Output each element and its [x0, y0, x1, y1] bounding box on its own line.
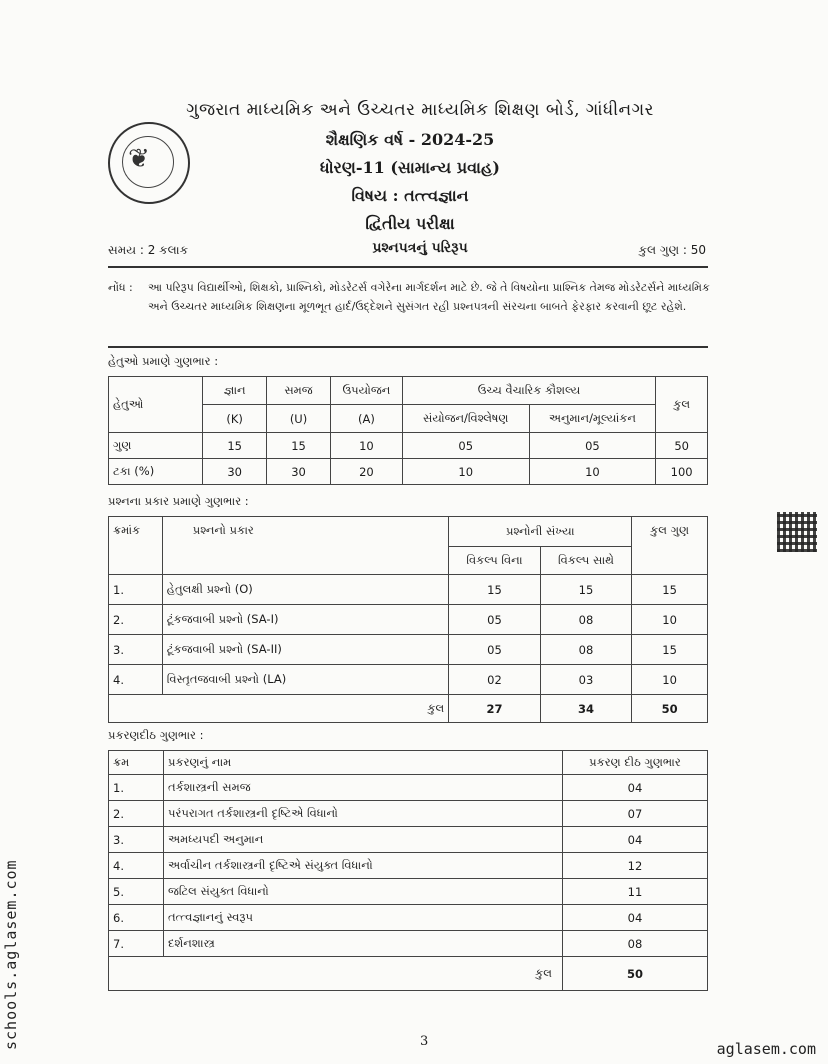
cell: 10 — [402, 459, 529, 485]
cell: હેતુલક્ષી પ્રશ્નો (O) — [162, 575, 448, 605]
cell: 07 — [563, 801, 708, 827]
objectives-heading: હેતુઓ પ્રમાણે ગુણભાર : — [108, 354, 219, 368]
col-understanding-code: (U) — [267, 405, 331, 433]
divider — [108, 346, 708, 348]
cell: તત્ત્વજ્ઞાનનું સ્વરૂપ — [164, 905, 563, 931]
table-row — [109, 575, 708, 605]
col-objectives: હેતુઓ — [109, 377, 203, 433]
cell: 5. — [109, 879, 164, 905]
cell: અર્વાચીન તર્કશાસ્ત્રની દૃષ્ટિએ સંયુક્ત વિધાનો — [164, 853, 563, 879]
table-row — [109, 931, 708, 957]
cell: 10 — [330, 433, 402, 459]
divider — [108, 266, 708, 268]
cell: 08 — [540, 605, 632, 635]
cell: 08 — [563, 931, 708, 957]
col-knowledge: જ્ઞાન — [203, 377, 267, 405]
standard: ધોરણ-11 (સામાન્ય પ્રવાહ) — [320, 158, 500, 177]
cell: 15 — [632, 635, 708, 665]
cell: 2. — [109, 801, 164, 827]
cell: 04 — [563, 905, 708, 931]
table-row — [109, 775, 708, 801]
col-synthesis: સંયોજન/વિશ્લેષણ — [402, 405, 529, 433]
cell: 03 — [540, 665, 632, 695]
col-chapter-name: પ્રકરણનું નામ — [164, 751, 563, 775]
col-without-option: વિકલ્પ વિના — [449, 547, 541, 575]
cell: 100 — [656, 459, 708, 485]
cell: 50 — [656, 433, 708, 459]
cell: 04 — [563, 827, 708, 853]
col-sr: ક્રમ — [109, 751, 164, 775]
cell: 05 — [402, 433, 529, 459]
total-marks-label: કુલ ગુણ : 50 — [638, 243, 706, 257]
col-understanding: સમજ — [267, 377, 331, 405]
cell: 20 — [330, 459, 402, 485]
table-row — [109, 635, 708, 665]
cell: પરંપરાગત તર્કશાસ્ત્રની દૃષ્ટિએ વિધાનો — [164, 801, 563, 827]
total-row — [109, 957, 708, 991]
col-knowledge-code: (K) — [203, 405, 267, 433]
subject: વિષય : તત્ત્વજ્ઞાન — [351, 186, 469, 205]
cell: 15 — [267, 433, 331, 459]
cell: અમધ્યપદી અનુમાન — [164, 827, 563, 853]
qr-code-icon — [777, 512, 817, 552]
cell: 1. — [109, 775, 164, 801]
cell: 27 — [449, 695, 541, 723]
chapters-heading: પ્રકરણદીઠ ગુણભાર : — [108, 728, 204, 742]
cell: 6. — [109, 905, 164, 931]
exam-name: દ્વિતીય પરીક્ષા — [365, 214, 455, 233]
side-watermark: schools.aglasem.com — [2, 859, 20, 1050]
table-row — [109, 827, 708, 853]
col-marks: કુલ ગુણ — [632, 517, 708, 575]
table-row — [109, 801, 708, 827]
cell: 10 — [632, 665, 708, 695]
cell: 15 — [632, 575, 708, 605]
col-application-code: (A) — [330, 405, 402, 433]
col-evaluation: અનુમાન/મૂલ્યાંકન — [529, 405, 656, 433]
brand-watermark: aglasem.com — [716, 1040, 816, 1058]
cell: 30 — [203, 459, 267, 485]
qtypes-heading: પ્રશ્નના પ્રકાર પ્રમાણે ગુણભાર : — [108, 494, 249, 508]
cell: 11 — [563, 879, 708, 905]
cell: 7. — [109, 931, 164, 957]
cell: 50 — [632, 695, 708, 723]
table-row — [109, 433, 708, 459]
cell: 30 — [267, 459, 331, 485]
cell: 15 — [540, 575, 632, 605]
cell: 12 — [563, 853, 708, 879]
board-name: ગુજરાત માધ્યમિક અને ઉચ્ચતર માધ્યમિક શિક્ષણ બોર્ડ, ગાંધીનગર — [186, 100, 654, 120]
table-row — [109, 905, 708, 931]
total-row — [109, 695, 708, 723]
objectives-table — [108, 376, 708, 485]
table-row — [109, 605, 708, 635]
cell: 15 — [203, 433, 267, 459]
note-label: નોંધ : — [108, 281, 133, 294]
cell: 3. — [109, 827, 164, 853]
cell: ટૂંકજવાબી પ્રશ્નો (SA-I) — [162, 605, 448, 635]
cell: 04 — [563, 775, 708, 801]
page-number: 3 — [420, 1034, 429, 1049]
cell: 34 — [540, 695, 632, 723]
cell: 2. — [109, 605, 163, 635]
cell: 10 — [529, 459, 656, 485]
qtypes-table — [108, 516, 708, 723]
col-hots: ઉચ્ચ વૈચારિક કૌશલ્ય — [402, 377, 655, 405]
cell: દર્શનશાસ્ત્ર — [164, 931, 563, 957]
board-seal — [108, 122, 190, 204]
cell: 4. — [109, 853, 164, 879]
swan-emblem-icon: ❦ — [128, 144, 150, 174]
cell: તર્કશાસ્ત્રની સમજ — [164, 775, 563, 801]
cell: ટૂંકજવાબી પ્રશ્નો (SA-II) — [162, 635, 448, 665]
cell: 05 — [529, 433, 656, 459]
total-label: કુલ — [162, 695, 448, 723]
col-with-option: વિકલ્પ સાથે — [540, 547, 632, 575]
cell: 15 — [449, 575, 541, 605]
cell: 10 — [632, 605, 708, 635]
cell: વિસ્તૃતજવાબી પ્રશ્નો (LA) — [162, 665, 448, 695]
time-label: સમય : 2 કલાક — [108, 243, 189, 257]
table-row — [109, 853, 708, 879]
col-total: કુલ — [656, 377, 708, 433]
col-type: પ્રશ્નનો પ્રકાર — [162, 517, 448, 575]
col-count: પ્રશ્નોની સંખ્યા — [449, 517, 632, 547]
chapters-table — [108, 750, 708, 991]
table-row — [109, 665, 708, 695]
cell: 1. — [109, 575, 163, 605]
col-application: ઉપયોજન — [330, 377, 402, 405]
row-label: ટકા (%) — [109, 459, 203, 485]
col-sr: ક્રમાંક — [109, 517, 163, 575]
note-text: આ પરિરૂપ વિદ્યાર્થીઓ, શિક્ષકો, પ્રાશ્નિકો, મોડરેટર્સ વગેરેના માર્ગદર્શન માટે છે. જે તે વિષયોના પ્રાશ્નિક તેમજ મોડરેટર્સને માધ્યમિક અને ઉચ્ચતર માધ્યમિક શિક્ષણના મૂળભૂત હાર્દ/ઉદ્દેશને સુસંગત રહી પ્રશ્નપત્રની સંરચના બાબતે ફેરફાર કરવાની છૂટ રહેશે. — [148, 281, 710, 313]
cell: 05 — [449, 635, 541, 665]
table-row — [109, 879, 708, 905]
cell: 05 — [449, 605, 541, 635]
cell: 02 — [449, 665, 541, 695]
cell: 3. — [109, 635, 163, 665]
cell: 4. — [109, 665, 163, 695]
cell: 50 — [563, 957, 708, 991]
row-label: ગુણ — [109, 433, 203, 459]
blueprint-title: પ્રશ્નપત્રનું પરિરૂપ — [372, 240, 468, 256]
total-label: કુલ — [164, 957, 563, 991]
cell: 08 — [540, 635, 632, 665]
col-chapter-marks: પ્રકરણ દીઠ ગુણભાર — [563, 751, 708, 775]
cell: જટિલ સંયુક્ત વિધાનો — [164, 879, 563, 905]
table-row — [109, 459, 708, 485]
academic-year: શૈક્ષણિક વર્ષ - 2024-25 — [325, 130, 495, 149]
